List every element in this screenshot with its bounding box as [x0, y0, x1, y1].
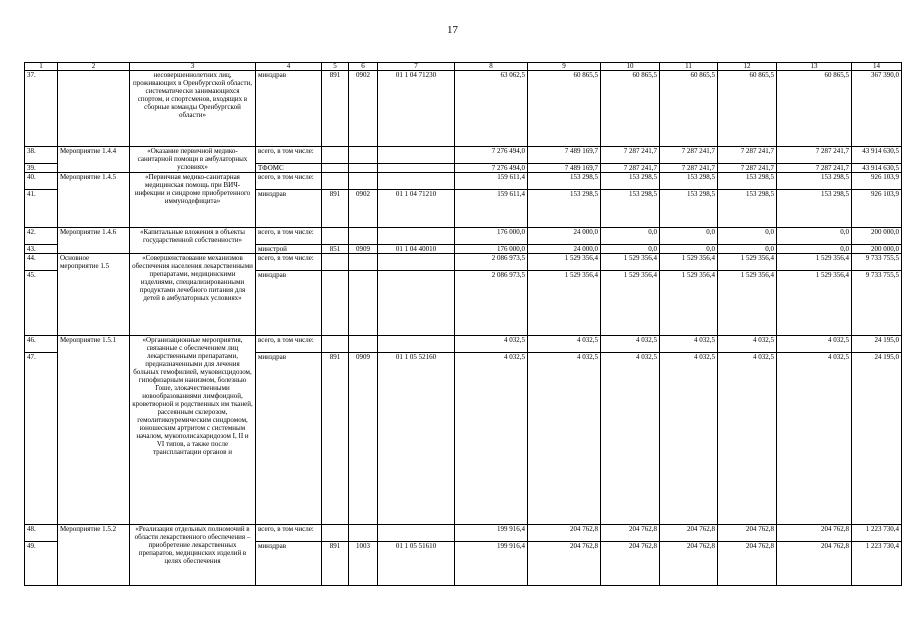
section-code-cell: 0902	[349, 190, 378, 228]
amount-cell: 0,0	[718, 228, 777, 245]
amount-cell: 0,0	[718, 245, 777, 254]
target-article-cell	[378, 254, 455, 271]
amount-cell: 1 529 356,4	[528, 271, 601, 336]
amount-cell: 153 298,5	[601, 190, 660, 228]
amount-cell: 176 000,0	[455, 245, 528, 254]
section-code-cell	[349, 254, 378, 271]
executor-cell: минздрав	[256, 71, 322, 147]
amount-cell: 199 916,4	[455, 525, 528, 542]
measure-name-cell: Мероприятие 1.5.2	[58, 525, 130, 586]
executor-cell: всего, в том числе:	[256, 173, 322, 190]
amount-cell: 4 032,5	[601, 353, 660, 525]
row-number-cell: 43.	[25, 245, 58, 254]
section-code-cell	[349, 147, 378, 164]
amount-cell: 204 762,8	[660, 525, 718, 542]
target-article-cell	[378, 228, 455, 245]
amount-cell: 7 287 241,7	[660, 147, 718, 164]
header-cell: 6	[349, 63, 378, 71]
measure-description-cell: «Реализация отдельных полномочий в области лекарственного обеспечения – приобретение лекарственных препаратов, медицинских изделий в целях обеспечения	[130, 525, 256, 586]
amount-cell: 204 762,8	[601, 525, 660, 542]
amount-cell: 2 086 973,5	[455, 254, 528, 271]
row-number-cell: 44.	[25, 254, 58, 271]
row-number-cell: 49.	[25, 542, 58, 586]
table-row	[25, 254, 902, 271]
amount-cell: 4 032,5	[455, 336, 528, 353]
row-number-cell: 40.	[25, 173, 58, 190]
target-article-cell	[378, 525, 455, 542]
row-number-cell: 48.	[25, 525, 58, 542]
header-cell: 12	[718, 63, 777, 71]
amount-cell: 0,0	[601, 228, 660, 245]
amount-cell: 1 529 356,4	[777, 271, 852, 336]
amount-cell: 159 611,4	[455, 173, 528, 190]
measure-name-cell: Мероприятие 1.4.5	[58, 173, 130, 228]
amount-cell: 159 611,4	[455, 190, 528, 228]
executor-cell: всего, в том числе:	[256, 336, 322, 353]
row-number-cell: 38.	[25, 147, 58, 164]
amount-cell: 153 298,5	[660, 190, 718, 228]
executor-cell: всего, в том числе:	[256, 254, 322, 271]
amount-cell: 1 223 730,4	[852, 542, 902, 586]
amount-cell: 204 762,8	[660, 542, 718, 586]
amount-cell: 4 032,5	[528, 353, 601, 525]
row-number-cell: 47.	[25, 353, 58, 525]
amount-cell: 1 529 356,4	[601, 271, 660, 336]
amount-cell: 204 762,8	[528, 542, 601, 586]
amount-cell: 7 287 241,7	[777, 147, 852, 164]
amount-cell: 153 298,5	[528, 173, 601, 190]
grbs-code-cell	[322, 336, 349, 353]
executor-cell: всего, в том числе:	[256, 525, 322, 542]
target-article-cell: 01 1 04 40010	[378, 245, 455, 254]
amount-cell: 4 032,5	[660, 353, 718, 525]
measure-description-cell: «Оказание первичной медико-санитарной помощи в амбулаторных условиях»	[130, 147, 256, 173]
amount-cell: 153 298,5	[528, 190, 601, 228]
amount-cell: 4 032,5	[601, 336, 660, 353]
grbs-code-cell: 891	[322, 542, 349, 586]
amount-cell: 60 865,5	[601, 71, 660, 147]
executor-cell: минстрой	[256, 245, 322, 254]
amount-cell: 0,0	[601, 245, 660, 254]
section-code-cell	[349, 336, 378, 353]
section-code-cell	[349, 271, 378, 336]
target-article-cell: 01 1 04 71210	[378, 190, 455, 228]
amount-cell: 153 298,5	[601, 173, 660, 190]
table-row	[25, 525, 902, 542]
amount-cell: 2 086 973,5	[455, 271, 528, 336]
header-cell: 7	[378, 63, 455, 71]
grbs-code-cell: 891	[322, 353, 349, 525]
target-article-cell	[378, 173, 455, 190]
amount-cell: 7 287 241,7	[777, 164, 852, 173]
grbs-code-cell	[322, 147, 349, 164]
amount-cell: 7 276 494,0	[455, 147, 528, 164]
grbs-code-cell	[322, 164, 349, 173]
measure-name-cell: Мероприятие 1.4.4	[58, 147, 130, 173]
amount-cell: 153 298,5	[718, 190, 777, 228]
amount-cell: 7 287 241,7	[601, 147, 660, 164]
amount-cell: 43 914 630,5	[852, 164, 902, 173]
amount-cell: 43 914 630,5	[852, 147, 902, 164]
amount-cell: 4 032,5	[718, 336, 777, 353]
amount-cell: 63 062,5	[455, 71, 528, 147]
measure-description-cell: «Капитальные вложения в объекты государственной собственности»	[130, 228, 256, 254]
target-article-cell	[378, 271, 455, 336]
amount-cell: 926 103,9	[852, 190, 902, 228]
amount-cell: 204 762,8	[777, 525, 852, 542]
row-number-cell: 41.	[25, 190, 58, 228]
section-code-cell	[349, 164, 378, 173]
measure-name-cell: Мероприятие 1.4.6	[58, 228, 130, 254]
section-code-cell: 1003	[349, 542, 378, 586]
amount-cell: 0,0	[660, 228, 718, 245]
amount-cell: 1 529 356,4	[660, 254, 718, 271]
amount-cell: 1 529 356,4	[718, 254, 777, 271]
amount-cell: 24 195,0	[852, 336, 902, 353]
row-number-cell: 37.	[25, 71, 58, 147]
target-article-cell: 01 1 04 71230	[378, 71, 455, 147]
amount-cell: 153 298,5	[777, 173, 852, 190]
header-cell: 3	[130, 63, 256, 71]
amount-cell: 0,0	[777, 245, 852, 254]
amount-cell: 60 865,5	[660, 71, 718, 147]
measure-description-cell: «Первичная медико-санитарная медицинская помощь при ВИЧ-инфекции и синдроме приобретенного иммунодефицита»	[130, 173, 256, 228]
header-cell: 9	[528, 63, 601, 71]
amount-cell: 7 489 169,7	[528, 164, 601, 173]
amount-cell: 200 000,0	[852, 228, 902, 245]
measure-name-cell: Основное мероприятие 1.5	[58, 254, 130, 336]
grbs-code-cell: 891	[322, 71, 349, 147]
executor-cell: всего, в том числе:	[256, 228, 322, 245]
executor-cell: минздрав	[256, 353, 322, 525]
amount-cell: 0,0	[777, 228, 852, 245]
header-cell: 4	[256, 63, 322, 71]
measure-description-cell: несовершеннолетних лиц, проживающих в Оренбургской области, систематически занимающихся спортом, и спортсменов, входящих в сборные команды Оренбургской области»	[130, 71, 256, 147]
amount-cell: 200 000,0	[852, 245, 902, 254]
table-row	[25, 147, 902, 164]
amount-cell: 7 287 241,7	[660, 164, 718, 173]
executor-cell: минздрав	[256, 542, 322, 586]
amount-cell: 204 762,8	[601, 542, 660, 586]
target-article-cell	[378, 147, 455, 164]
amount-cell: 204 762,8	[777, 542, 852, 586]
amount-cell: 1 529 356,4	[528, 254, 601, 271]
amount-cell: 204 762,8	[718, 542, 777, 586]
amount-cell: 9 733 755,5	[852, 254, 902, 271]
amount-cell: 1 223 730,4	[852, 525, 902, 542]
amount-cell: 60 865,5	[718, 71, 777, 147]
amount-cell: 204 762,8	[718, 525, 777, 542]
table-row	[25, 336, 902, 353]
amount-cell: 153 298,5	[777, 190, 852, 228]
grbs-code-cell	[322, 525, 349, 542]
row-number-cell: 45.	[25, 271, 58, 336]
grbs-code-cell	[322, 173, 349, 190]
amount-cell: 1 529 356,4	[718, 271, 777, 336]
amount-cell: 24 000,0	[528, 245, 601, 254]
table-row	[25, 173, 902, 190]
measure-description-cell: «Организационные мероприятия, связанные с обеспечением лиц лекарственными препаратами, предназначенными для лечения больных гемофилией, муковисцидозом, гипофизарным нанизмом, болезнью Гоше, злокачественными новообразованиями лимфоидной, кроветворной и родственных им тканей, рассеянным склерозом, гемолитикоуремическим синдромом, юношеским артритом с системным началом, мукополисахаридозом I, II и VI типов, а также после трансплантации органов и	[130, 336, 256, 525]
amount-cell: 176 000,0	[455, 228, 528, 245]
target-article-cell: 01 1 05 52160	[378, 353, 455, 525]
amount-cell: 7 287 241,7	[718, 147, 777, 164]
amount-cell: 0,0	[660, 245, 718, 254]
amount-cell: 9 733 755,5	[852, 271, 902, 336]
grbs-code-cell: 891	[322, 190, 349, 228]
row-number-cell: 39.	[25, 164, 58, 173]
amount-cell: 60 865,5	[528, 71, 601, 147]
target-article-cell	[378, 336, 455, 353]
amount-cell: 199 916,4	[455, 542, 528, 586]
amount-cell: 367 390,0	[852, 71, 902, 147]
page-number: 17	[447, 24, 458, 36]
header-cell: 8	[455, 63, 528, 71]
section-code-cell	[349, 525, 378, 542]
executor-cell: ТФОМС	[256, 164, 322, 173]
header-row	[25, 63, 902, 71]
measure-name-cell: Мероприятие 1.5.1	[58, 336, 130, 525]
header-cell: 14	[852, 63, 902, 71]
grbs-code-cell: 851	[322, 245, 349, 254]
grbs-code-cell	[322, 228, 349, 245]
grbs-code-cell	[322, 254, 349, 271]
amount-cell: 153 298,5	[718, 173, 777, 190]
header-cell: 1	[25, 63, 58, 71]
table-row	[25, 228, 902, 245]
row-number-cell: 42.	[25, 228, 58, 245]
table-row	[25, 71, 902, 147]
target-article-cell	[378, 164, 455, 173]
amount-cell: 7 287 241,7	[718, 164, 777, 173]
amount-cell: 153 298,5	[660, 173, 718, 190]
header-cell: 11	[660, 63, 718, 71]
header-cell: 10	[601, 63, 660, 71]
amount-cell: 60 865,5	[777, 71, 852, 147]
amount-cell: 1 529 356,4	[777, 254, 852, 271]
target-article-cell: 01 1 05 51610	[378, 542, 455, 586]
header-cell: 13	[777, 63, 852, 71]
amount-cell: 4 032,5	[660, 336, 718, 353]
amount-cell: 4 032,5	[455, 353, 528, 525]
grbs-code-cell	[322, 271, 349, 336]
amount-cell: 24 195,0	[852, 353, 902, 525]
amount-cell: 4 032,5	[528, 336, 601, 353]
amount-cell: 7 489 169,7	[528, 147, 601, 164]
row-number-cell: 46.	[25, 336, 58, 353]
executor-cell: минздрав	[256, 271, 322, 336]
amount-cell: 7 287 241,7	[601, 164, 660, 173]
amount-cell: 7 276 494,0	[455, 164, 528, 173]
executor-cell: всего, в том числе:	[256, 147, 322, 164]
header-cell: 2	[58, 63, 130, 71]
amount-cell: 204 762,8	[528, 525, 601, 542]
amount-cell: 4 032,5	[718, 353, 777, 525]
amount-cell: 24 000,0	[528, 228, 601, 245]
header-cell: 5	[322, 63, 349, 71]
amount-cell: 926 103,9	[852, 173, 902, 190]
executor-cell: минздрав	[256, 190, 322, 228]
amount-cell: 1 529 356,4	[660, 271, 718, 336]
measure-name-cell	[58, 71, 130, 147]
amount-cell: 4 032,5	[777, 353, 852, 525]
section-code-cell: 0909	[349, 245, 378, 254]
amount-cell: 1 529 356,4	[601, 254, 660, 271]
amount-cell: 4 032,5	[777, 336, 852, 353]
section-code-cell	[349, 228, 378, 245]
section-code-cell: 0902	[349, 71, 378, 147]
section-code-cell: 0909	[349, 353, 378, 525]
section-code-cell	[349, 173, 378, 190]
budget-table	[24, 62, 902, 586]
measure-description-cell: «Совершенствование механизмов обеспечения населения лекарственными препаратами, медицинскими изделиями, специализированными продуктами лечебного питания для детей в амбулаторных условиях»	[130, 254, 256, 336]
